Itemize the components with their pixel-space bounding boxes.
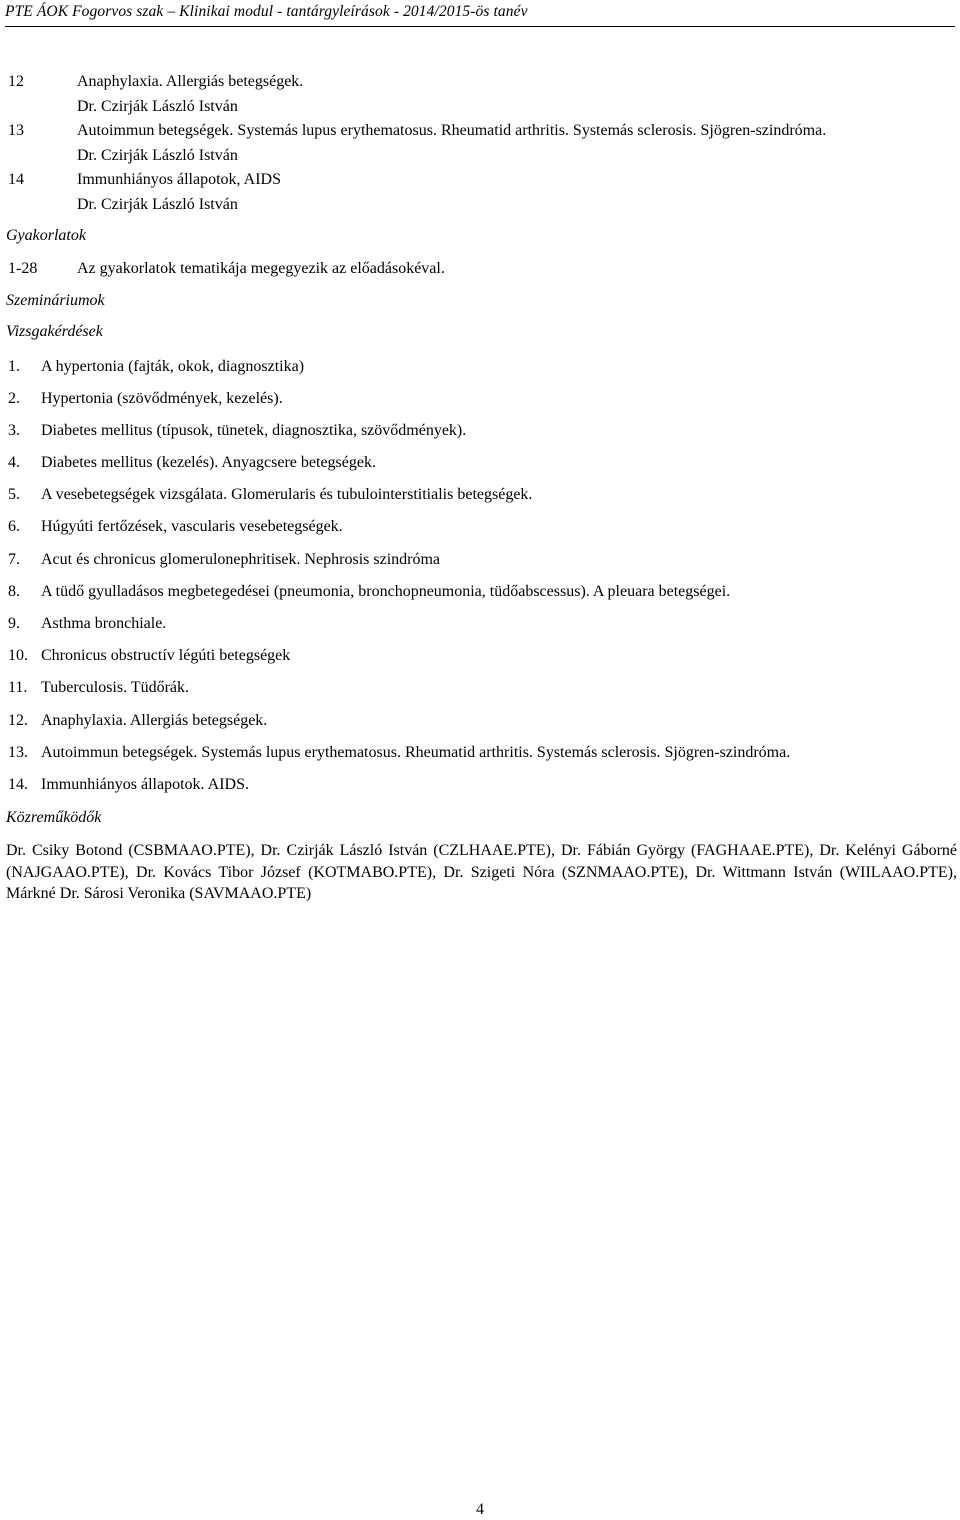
question-number: 5.: [8, 486, 20, 503]
lecture-lecturer: Dr. Czirják László István: [77, 98, 238, 115]
question-number: 13.: [8, 744, 28, 761]
page-number: 4: [476, 1501, 484, 1518]
question-number: 2.: [8, 390, 20, 407]
lecture-title: Autoimmun betegségek. Systemás lupus erythematosus. Rheumatid arthritis. Systemás sclerosis. Sjögren-szindróma.: [77, 122, 827, 139]
practice-range: 1-28: [8, 260, 38, 277]
question-text: Hypertonia (szövődmények, kezelés).: [41, 390, 283, 407]
lecture-number: 12: [8, 73, 24, 90]
lecture-number: 14: [8, 171, 24, 188]
question-text: Chronicus obstructív légúti betegségek: [41, 647, 291, 664]
question-text: A hypertonia (fajták, okok, diagnosztika): [41, 358, 305, 375]
section-heading-exam-questions: Vizsgakérdések: [6, 323, 103, 340]
lecture-lecturer: Dr. Czirják László István: [77, 196, 238, 213]
lecture-title: Anaphylaxia. Allergiás betegségek.: [77, 73, 304, 90]
section-heading-seminars: Szemináriumok: [6, 292, 105, 309]
question-text: Diabetes mellitus (kezelés). Anyagcsere betegségek.: [41, 454, 376, 471]
page-header: [5, 2, 955, 27]
question-text: Immunhiányos állapotok. AIDS.: [41, 776, 249, 793]
question-number: 4.: [8, 454, 20, 471]
question-text: Húgyúti fertőzések, vascularis vesebetegségek.: [41, 518, 343, 535]
question-number: 7.: [8, 551, 20, 568]
question-number: 14.: [8, 776, 28, 793]
question-text: Anaphylaxia. Allergiás betegségek.: [41, 712, 268, 729]
question-text: A tüdő gyulladásos megbetegedései (pneumonia, bronchopneumonia, tüdőabscessus). A pleuara betegségei.: [41, 583, 731, 600]
contributors-paragraph: Dr. Csiky Botond (CSBMAAO.PTE), Dr. Czirják László István (CZLHAAE.PTE), Dr. Fábián György (FAGHAAE.PTE), Dr. Kelényi Gáborné (NAJGAAO.PTE), Dr. Kovács Tibor József (KOTMABO.PTE), Dr. Szigeti Nóra (SZNMAAO.PTE), Dr. Wittmann István (WIILAAO.PTE), Márkné Dr. Sárosi Veronika (SAVMAAO.PTE): [6, 842, 957, 902]
question-number: 6.: [8, 518, 20, 535]
question-number: 9.: [8, 615, 20, 632]
question-number: 10.: [8, 647, 28, 664]
lecture-title: Immunhiányos állapotok, AIDS: [77, 171, 281, 188]
question-text: Acut és chronicus glomerulonephritisek. Nephrosis szindróma: [41, 551, 441, 568]
section-heading-contributors: Közreműködők: [6, 809, 102, 826]
question-number: 3.: [8, 422, 20, 439]
question-text: Tuberculosis. Tüdőrák.: [41, 679, 189, 696]
practice-text: Az gyakorlatok tematikája megegyezik az előadásokéval.: [77, 260, 445, 277]
question-number: 8.: [8, 583, 20, 600]
question-number: 1.: [8, 358, 20, 375]
section-heading-practicals: Gyakorlatok: [6, 227, 86, 244]
lecture-lecturer: Dr. Czirják László István: [77, 147, 238, 164]
question-text: Diabetes mellitus (típusok, tünetek, diagnosztika, szövődmények).: [41, 422, 467, 439]
lecture-number: 13: [8, 122, 24, 139]
question-text: Autoimmun betegségek. Systemás lupus erythematosus. Rheumatid arthritis. Systemás sclerosis. Sjögren-szindróma.: [41, 744, 791, 761]
header-title: PTE ÁOK Fogorvos szak – Klinikai modul - tantárgyleírások - 2014/2015-ös tanév: [5, 3, 528, 20]
question-text: A vesebetegségek vizsgálata. Glomerularis és tubulointerstitialis betegségek.: [41, 486, 533, 503]
question-text: Asthma bronchiale.: [41, 615, 167, 632]
question-number: 11.: [8, 679, 28, 696]
question-number: 12.: [8, 712, 28, 729]
